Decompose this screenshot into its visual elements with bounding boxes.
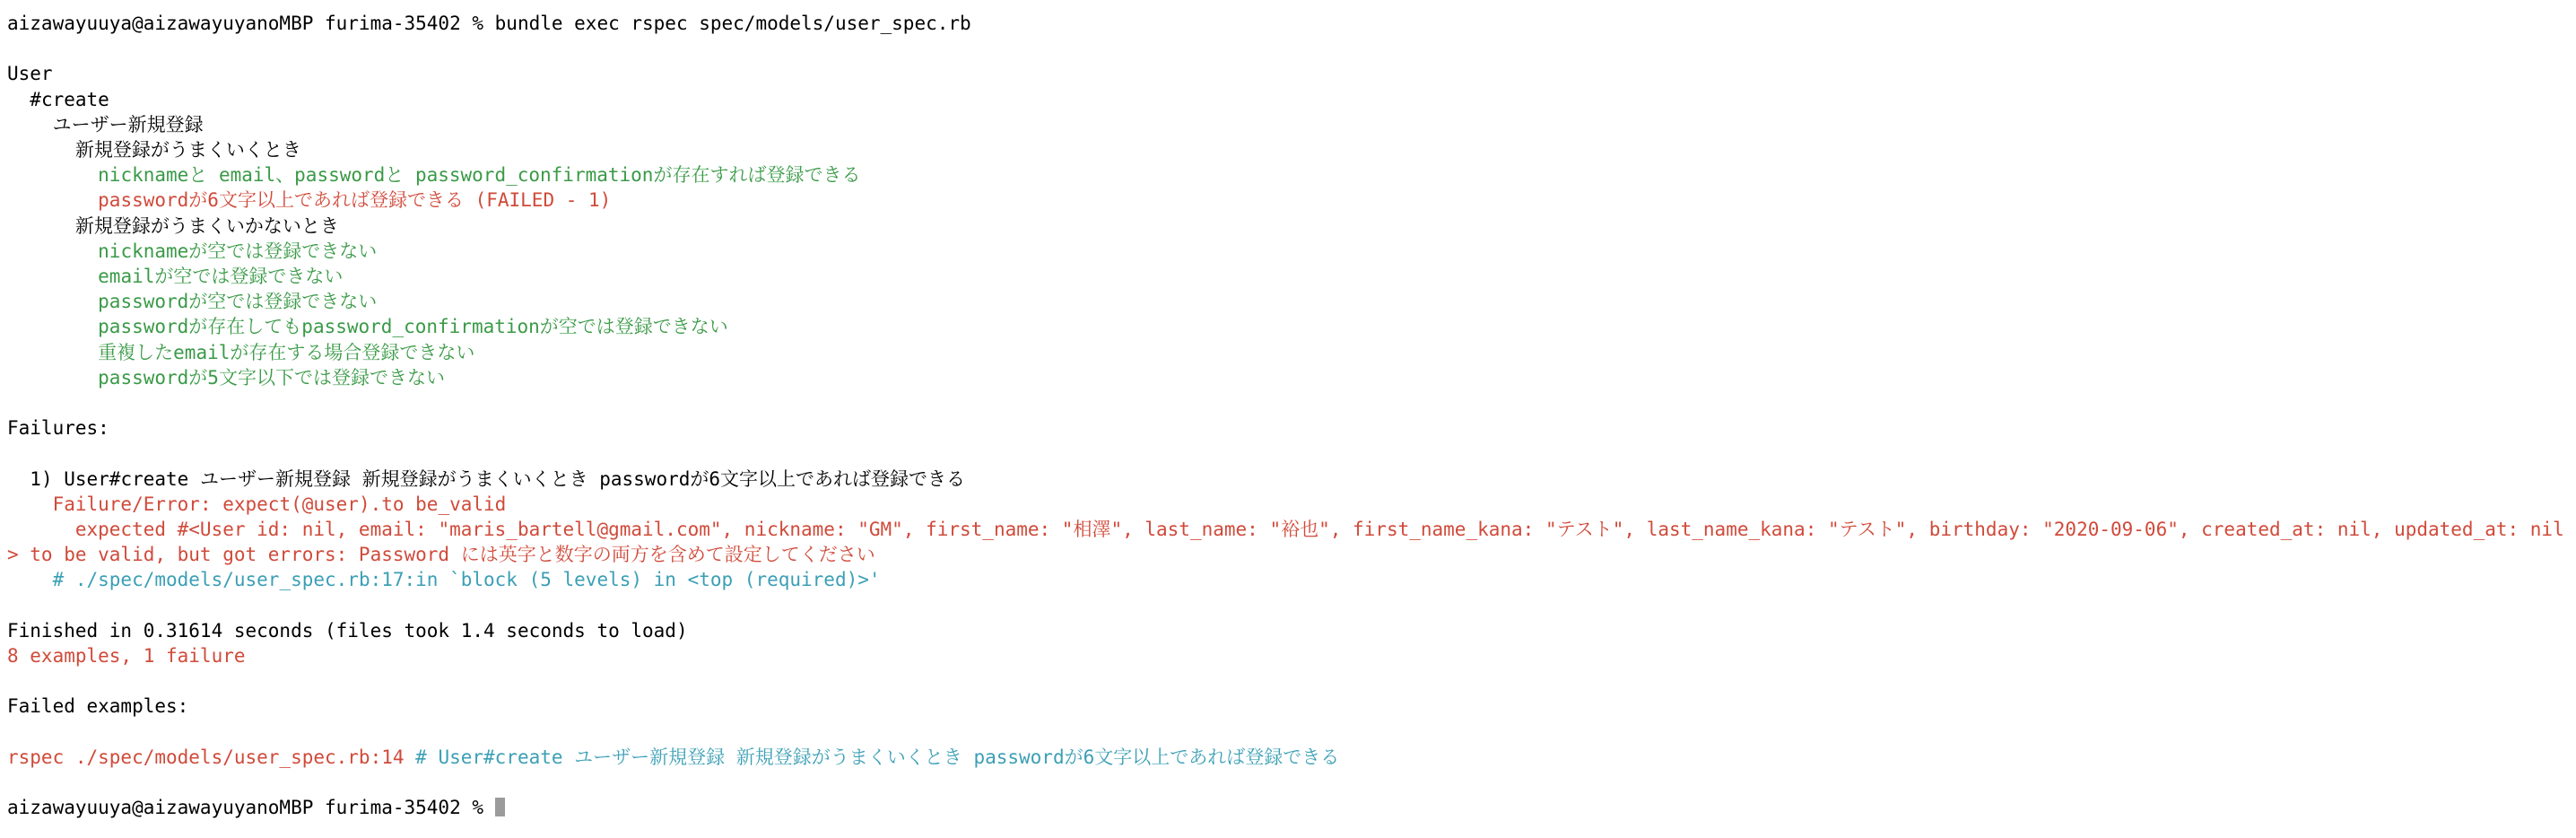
terminal-text: Finished in 0.31614 seconds (files took 1.4 seconds to load) [7, 619, 688, 642]
terminal-indent [7, 569, 53, 590]
terminal-line [7, 36, 2569, 61]
terminal-text: rspec ./spec/models/user_spec.rb:14 [7, 746, 416, 768]
terminal-line [7, 567, 2569, 592]
terminal-line [7, 390, 2569, 415]
terminal-line [7, 239, 2569, 264]
terminal-line [7, 340, 2569, 365]
terminal-indent [7, 468, 30, 490]
terminal-text: ユーザー新規登録 [52, 113, 204, 135]
terminal-line [7, 668, 2569, 694]
terminal-line [7, 289, 2569, 314]
terminal-indent [7, 266, 98, 287]
terminal-line [7, 415, 2569, 441]
terminal-text: nicknameと email、passwordと password_confirmationが存在すれば登録できる [98, 164, 861, 187]
terminal-text: aizawayuuya@aizawayuyanoMBP furima-35402 % [7, 797, 495, 819]
terminal-line [7, 618, 2569, 643]
terminal-indent [7, 291, 98, 312]
terminal-text: Failures: [7, 417, 109, 440]
terminal-line [7, 720, 2569, 745]
terminal-line [7, 188, 2569, 213]
terminal-text: 新規登録がうまくいくとき [74, 139, 301, 161]
terminal-line [7, 365, 2569, 390]
terminal-line [7, 112, 2569, 137]
terminal-text: passwordが空では登録できない [98, 291, 378, 313]
terminal-text: Failure/Error: expect(@user).to be_valid [52, 493, 507, 515]
terminal-line [7, 492, 2569, 517]
terminal-indent [7, 519, 75, 540]
terminal-line [7, 314, 2569, 339]
terminal-indent [7, 164, 98, 186]
terminal-line [7, 61, 2569, 86]
terminal-line [7, 643, 2569, 668]
terminal-cursor [495, 798, 505, 816]
terminal-text: passwordが6文字以上であれば登録できる (FAILED - 1) [98, 189, 612, 212]
terminal-text: # ./spec/models/user_spec.rb:17:in `block (5 levels) in <top (required)>' [52, 569, 881, 591]
terminal-line [7, 11, 2569, 36]
terminal-text: # User#create ユーザー新規登録 新規登録がうまくいくとき passwordが6文字以上であれば登録できる [415, 746, 1340, 768]
terminal-indent [7, 89, 30, 110]
terminal-line [7, 264, 2569, 289]
terminal-text: nicknameが空では登録できない [98, 240, 378, 262]
terminal-text: expected #<User id: nil, email: "maris_bartell@gmail.com", nickname: "GM", first_name: "相澤", last_name: "裕也", first_name_kana: "テスト", last_name_kana: "テスト", birthday: "2020-09-06", created_at: nil, updated_at: nil> to be valid, but got errors: Password には英字と数字の両方を含めて設定してください [7, 519, 2564, 566]
terminal-text: aizawayuuya@aizawayuyanoMBP furima-35402 % bundle exec rspec spec/models/user_spec.rb [7, 13, 971, 34]
terminal-indent [7, 316, 98, 337]
terminal-line [7, 467, 2569, 492]
terminal-text: User [7, 63, 53, 85]
terminal-indent [7, 367, 98, 388]
terminal-text: 重複したemailが存在する場合登録できない [98, 341, 475, 363]
terminal-text: passwordが5文字以下では登録できない [98, 366, 445, 388]
terminal-line [7, 593, 2569, 618]
terminal-indent [7, 114, 53, 135]
terminal-text: emailが空では登録できない [98, 266, 344, 288]
terminal-line [7, 745, 2569, 770]
terminal-indent [7, 139, 75, 161]
terminal-line [7, 137, 2569, 162]
terminal-line [7, 441, 2569, 466]
terminal-text: 8 examples, 1 failure [7, 645, 246, 668]
terminal-text: 1) User#create ユーザー新規登録 新規登録がうまくいくとき passwordが6文字以上であれば登録できる [30, 467, 966, 490]
terminal-line [7, 770, 2569, 795]
terminal-line [7, 87, 2569, 112]
terminal-text: passwordが存在してもpassword_confirmationが空では登録できない [98, 316, 728, 338]
terminal-line [7, 517, 2569, 567]
terminal-line [7, 214, 2569, 239]
terminal-indent [7, 215, 75, 237]
terminal-indent [7, 189, 98, 211]
terminal-text: 新規登録がうまくいかないとき [74, 214, 339, 237]
terminal-text: Failed examples: [7, 695, 189, 718]
terminal-indent [7, 493, 53, 515]
terminal-text: #create [30, 88, 109, 110]
terminal-indent [7, 342, 98, 363]
terminal-line [7, 795, 2569, 820]
terminal-line [7, 694, 2569, 719]
terminal-line [7, 162, 2569, 188]
terminal-indent [7, 240, 98, 262]
